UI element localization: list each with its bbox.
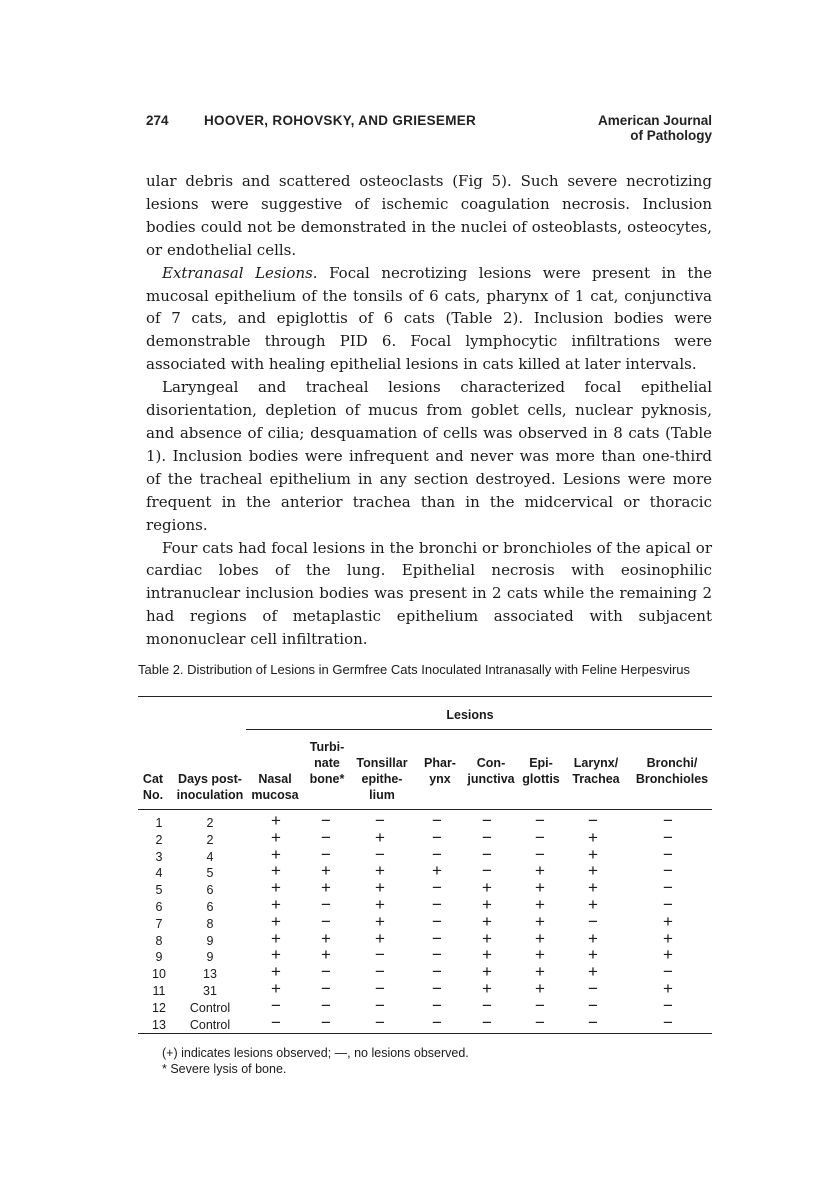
cell-lesion-mark: − (663, 962, 673, 982)
cell-days: 31 (203, 984, 217, 998)
cell-lesion-mark: + (588, 861, 598, 881)
col-header-bronchi: Bronchi/ Bronchioles (635, 756, 709, 786)
cell-lesion-mark: − (432, 895, 442, 914)
journal-line-1: American Journal (597, 113, 712, 128)
paragraph-text: Laryngeal and tracheal lesions characterized focal epithelial disorientation, depletion of mucus from goblet cells, nuclear pyknosis, and absence of cilia; desquamation of cells was observed in 8 cats (Table 1). Inclusion bodies were infrequent and never was more than one-third of the tracheal epithelium in any section destroyed. Lesions were more frequent in the anterior trachea than in the midcervical or thoracic regions. (146, 378, 712, 534)
cell-lesion-mark: + (588, 945, 598, 965)
lesions-group-header: Lesions (446, 708, 494, 722)
paragraph-text: Four cats had focal lesions in the bronchi or bronchioles of the apical or cardiac lobes of the lung. Epithelial necrosis with eosinophilic intranuclear inclusion bodies was present in 2 cats while the remaining 2 had regions of metaplastic epithelium associated with subjacent mononuclear cell infiltration. (146, 538, 712, 649)
col-header-nasal: Nasal mucosa (251, 772, 299, 802)
paragraph-text: Focal necrotizing lesions were present in the mucosal epithelium of the tonsils of 6 cats, pharynx of 1 cat, conjunctiva of 7 cats, and epiglottis of 6 cats (Table 2). Inclusion bodies were demonstrable through PID 6. Focal lymphocytic infiltrations were associated with healing epithelial lesions in cats killed at later intervals. (146, 263, 712, 374)
cell-lesion-mark: + (321, 945, 331, 965)
cell-lesion-mark: − (321, 1012, 331, 1032)
cell-lesion-mark: − (588, 979, 598, 998)
cell-days: Control (189, 1000, 231, 1015)
cell-lesion-mark: + (375, 911, 385, 931)
cell-lesion-mark: + (535, 911, 545, 931)
table-footnote-asterisk: * Severe lysis of bone. (162, 1062, 287, 1076)
cell-lesion-mark: − (321, 911, 331, 931)
cell-days: 6 (206, 883, 214, 898)
cell-lesion-mark: − (588, 995, 598, 1015)
col-header-larynx: Larynx/ Trachea (572, 756, 620, 786)
cell-lesion-mark: + (271, 928, 281, 948)
cell-lesion-mark: + (321, 928, 331, 948)
cell-lesion-mark: − (535, 811, 545, 830)
cell-lesion-mark: + (535, 878, 545, 898)
cell-lesion-mark: + (375, 878, 385, 898)
cell-lesion-mark: − (321, 844, 331, 864)
cell-lesion-mark: − (663, 895, 673, 914)
cell-lesion-mark: + (535, 895, 545, 914)
cell-lesion-mark: − (588, 811, 598, 830)
cell-lesion-mark: − (482, 827, 492, 847)
cell-cat-no: 8 (155, 933, 163, 948)
cell-lesion-mark: + (375, 861, 385, 881)
cell-lesion-mark: + (482, 928, 492, 948)
cell-lesion-mark: + (271, 979, 281, 998)
cell-lesion-mark: + (588, 878, 598, 898)
cell-lesion-mark: − (375, 945, 385, 965)
cell-lesion-mark: + (588, 827, 598, 847)
cell-lesion-mark: + (588, 928, 598, 948)
cell-lesion-mark: − (663, 861, 673, 881)
section-run-in-heading: Extranasal Lesions. (162, 263, 318, 282)
cell-lesion-mark: + (482, 962, 492, 982)
col-header-epiglottis: Epi- glottis (522, 756, 560, 786)
cell-lesion-mark: + (535, 979, 545, 998)
cell-lesion-mark: − (432, 1012, 442, 1032)
cell-cat-no: 6 (155, 900, 163, 914)
cell-lesion-mark: − (375, 844, 385, 864)
col-header-days: Days post- inoculation (176, 772, 244, 802)
cell-cat-no: 4 (155, 866, 163, 881)
col-header-pharynx: Phar- ynx (424, 756, 456, 786)
cell-lesion-mark: − (535, 1012, 545, 1032)
cell-days: 8 (206, 916, 214, 931)
cell-lesion-mark: − (663, 844, 673, 864)
table-caption: Table 2. Distribution of Lesions in Germfree Cats Inoculated Intranasally with Feline Herpesvirus (138, 662, 691, 677)
cell-lesion-mark: + (535, 928, 545, 948)
cell-lesion-mark: − (375, 1012, 385, 1032)
cell-lesion-mark: − (321, 811, 331, 830)
cell-cat-no: 5 (155, 883, 163, 898)
cell-lesion-mark: + (271, 811, 281, 830)
cell-lesion-mark: + (271, 911, 281, 931)
cell-lesion-mark: − (432, 979, 442, 998)
cell-days: 4 (206, 849, 214, 864)
cell-lesion-mark: − (482, 861, 492, 881)
cell-lesion-mark: + (663, 979, 673, 998)
page-number: 274 (146, 113, 169, 128)
cell-lesion-mark: − (432, 811, 442, 830)
cell-lesion-mark: + (663, 928, 673, 948)
cell-lesion-mark: + (482, 895, 492, 914)
cell-days: 2 (206, 816, 214, 830)
cell-lesion-mark: + (588, 895, 598, 914)
table-header-rule (138, 809, 712, 810)
cell-lesion-mark: + (588, 962, 598, 982)
cell-days: 2 (206, 832, 214, 847)
cell-lesion-mark: − (482, 811, 492, 830)
running-head-authors: HOOVER, ROHOVSKY, AND GRIESEMER (204, 113, 477, 128)
cell-lesion-mark: + (271, 827, 281, 847)
cell-lesion-mark: − (321, 995, 331, 1015)
cell-lesion-mark: − (482, 844, 492, 864)
table-bottom-rule (138, 1033, 712, 1034)
cell-lesion-mark: + (588, 844, 598, 864)
cell-lesion-mark: + (271, 945, 281, 965)
cell-cat-no: 12 (152, 1000, 166, 1015)
cell-lesion-mark: + (663, 911, 673, 931)
cell-lesion-mark: − (663, 995, 673, 1015)
cell-lesion-mark: − (321, 979, 331, 998)
cell-lesion-mark: − (588, 1012, 598, 1032)
cell-cat-no: 9 (155, 950, 163, 965)
cell-lesion-mark: + (535, 962, 545, 982)
lesions-group-rule (246, 729, 712, 730)
cell-lesion-mark: − (535, 844, 545, 864)
cell-lesion-mark: − (321, 827, 331, 847)
cell-lesion-mark: − (432, 911, 442, 931)
cell-lesion-mark: + (271, 878, 281, 898)
cell-lesion-mark: + (482, 979, 492, 998)
cell-lesion-mark: − (663, 827, 673, 847)
cell-lesion-mark: − (375, 979, 385, 998)
cell-cat-no: 13 (152, 1017, 166, 1032)
cell-lesion-mark: − (535, 995, 545, 1015)
cell-lesion-mark: + (663, 945, 673, 965)
cell-lesion-mark: − (271, 1012, 281, 1032)
cell-lesion-mark: − (432, 827, 442, 847)
cell-lesion-mark: − (663, 811, 673, 830)
col-header-tonsillar: Tonsillar epithe- lium (356, 756, 408, 802)
cell-lesion-mark: + (375, 827, 385, 847)
cell-lesion-mark: + (482, 878, 492, 898)
cell-lesion-mark: − (432, 962, 442, 982)
col-header-turbinate: Turbi- nate bone* (309, 740, 345, 786)
cell-cat-no: 7 (155, 916, 163, 931)
paragraph-text: ular debris and scattered osteoclasts (Fig 5). Such severe necrotizing lesions were suggestive of ischemic coagulation necrosis. Inclusion bodies could not be demonstrated in the nuclei of osteoblasts, osteocytes, or endothelial cells. (146, 172, 712, 259)
cell-lesion-mark: + (535, 945, 545, 965)
cell-lesion-mark: − (375, 962, 385, 982)
cell-days: Control (189, 1017, 231, 1032)
cell-lesion-mark: − (432, 878, 442, 898)
cell-cat-no: 11 (152, 984, 166, 998)
cell-lesion-mark: − (535, 827, 545, 847)
cell-lesion-mark: + (271, 844, 281, 864)
cell-lesion-mark: − (432, 928, 442, 948)
cell-days: 6 (206, 900, 214, 914)
cell-lesion-mark: − (375, 995, 385, 1015)
cell-lesion-mark: + (482, 945, 492, 965)
cell-cat-no: 3 (155, 849, 163, 864)
cell-lesion-mark: + (482, 911, 492, 931)
cell-lesion-mark: + (321, 878, 331, 898)
cell-days: 5 (206, 866, 214, 881)
journal-line-2: of Pathology (630, 128, 712, 143)
cell-lesion-mark: − (663, 1012, 673, 1032)
cell-lesion-mark: − (482, 995, 492, 1015)
cell-cat-no: 2 (155, 832, 163, 847)
cell-cat-no: 1 (155, 816, 163, 830)
col-header-cat-no: Cat No. (142, 772, 164, 802)
cell-lesion-mark: − (663, 878, 673, 898)
cell-lesion-mark: + (535, 861, 545, 881)
cell-lesion-mark: + (375, 895, 385, 914)
cell-lesion-mark: − (482, 1012, 492, 1032)
cell-lesion-mark: + (271, 962, 281, 982)
cell-lesion-mark: − (432, 844, 442, 864)
table-footnote-legend: (+) indicates lesions observed; —, no lesions observed. (162, 1046, 469, 1060)
cell-lesion-mark: − (588, 911, 598, 931)
cell-lesion-mark: + (375, 928, 385, 948)
cell-lesion-mark: − (321, 962, 331, 982)
cell-lesion-mark: + (432, 861, 442, 881)
cell-days: 13 (203, 967, 217, 982)
cell-days: 9 (206, 950, 214, 965)
cell-lesion-mark: − (432, 995, 442, 1015)
cell-lesion-mark: − (375, 811, 385, 830)
cell-lesion-mark: − (432, 945, 442, 965)
cell-lesion-mark: + (321, 861, 331, 881)
cell-lesion-mark: + (271, 895, 281, 914)
cell-days: 9 (206, 933, 214, 948)
col-header-conjunctiva: Con- junctiva (467, 756, 515, 786)
cell-lesion-mark: − (271, 995, 281, 1015)
cell-lesion-mark: − (321, 895, 331, 914)
cell-cat-no: 10 (152, 967, 166, 982)
cell-lesion-mark: + (271, 861, 281, 881)
